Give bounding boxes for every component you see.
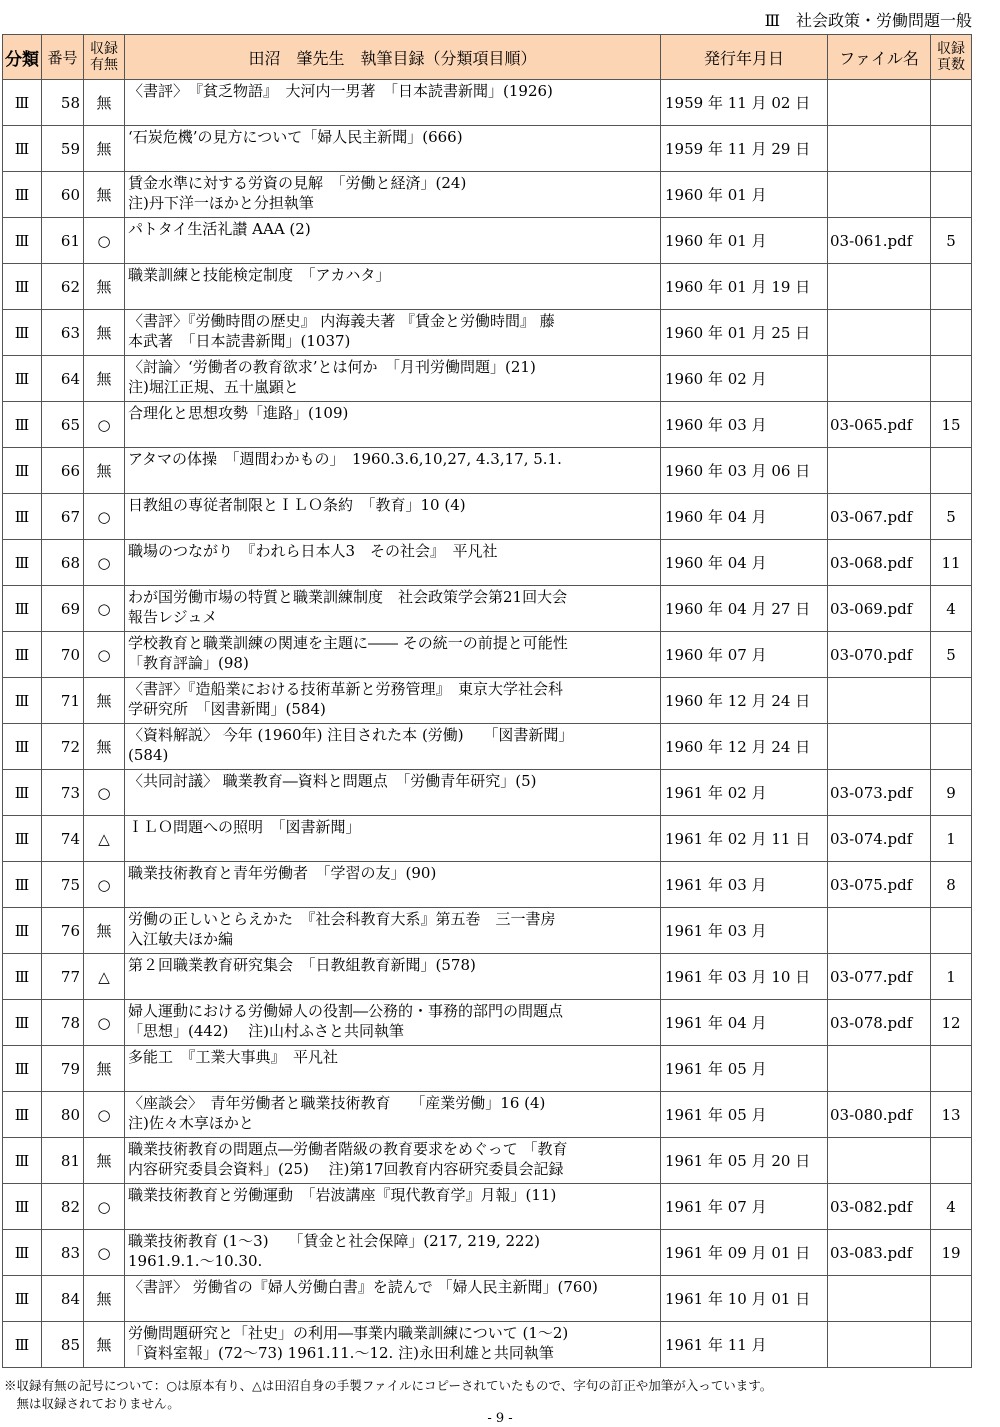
title-cell — [125, 724, 661, 770]
recorded-cell: 無 — [84, 908, 125, 954]
table-row — [3, 540, 972, 586]
title-line: パトタイ生活礼讃 AAA (2) — [128, 220, 311, 238]
date-cell: 1961 年 09 月 01 日 — [661, 1230, 828, 1276]
title-cell — [125, 494, 661, 540]
file-cell — [828, 1046, 931, 1092]
title-line: アタマの体操 「週間わかもの」 1960.3.6,10,27, 4.3,17, 5.1. — [128, 450, 562, 468]
title-cell — [125, 908, 661, 954]
table-row — [3, 1000, 972, 1046]
number-cell: 62 — [42, 264, 84, 310]
date-cell: 1960 年 01 月 19 日 — [661, 264, 828, 310]
date-cell: 1960 年 01 月 — [661, 172, 828, 218]
number-cell: 63 — [42, 310, 84, 356]
pages-cell: 19 — [931, 1230, 972, 1276]
number-cell: 72 — [42, 724, 84, 770]
header-title: 田沼 肇先生 執筆目録（分類項目順） — [125, 35, 661, 80]
date-cell: 1960 年 01 月 25 日 — [661, 310, 828, 356]
title-line: 〈書評〉『造船業における技術革新と労務管理』 東京大学社会科 — [128, 680, 564, 698]
table-row — [3, 724, 972, 770]
table-row — [3, 1322, 972, 1368]
title-line: 本武著 「日本読書新聞」(1037) — [128, 332, 351, 350]
date-cell: 1960 年 12 月 24 日 — [661, 724, 828, 770]
category-cell: Ⅲ — [3, 1046, 42, 1092]
table-row — [3, 908, 972, 954]
date-cell: 1960 年 07 月 — [661, 632, 828, 678]
recorded-cell: ○ — [84, 586, 125, 632]
file-cell: 03-083.pdf — [828, 1230, 931, 1276]
title-cell — [125, 1000, 661, 1046]
file-cell — [828, 264, 931, 310]
footnote-line-1: ※収録有無の記号について：○は原本有り、△は田沼自身の手製ファイルにコピーされていたもので、字句の訂正や加筆が入っています。 — [4, 1378, 773, 1393]
title-line: わが国労働市場の特質と職業訓練制度 社会政策学会第21回大会 — [128, 588, 568, 606]
file-cell — [828, 172, 931, 218]
title-line: 職業訓練と技能検定制度 「アカハタ」 — [128, 266, 391, 284]
pages-cell: 1 — [931, 954, 972, 1000]
file-cell: 03-069.pdf — [828, 586, 931, 632]
file-cell — [828, 126, 931, 172]
pages-cell — [931, 172, 972, 218]
recorded-cell: ○ — [84, 1184, 125, 1230]
pages-cell — [931, 126, 972, 172]
title-line: ＩＬＯ問題への照明 「図書新聞」 — [128, 818, 361, 836]
title-cell — [125, 1184, 661, 1230]
title-line: 入江敏夫ほか編 — [128, 930, 234, 948]
pages-cell: 5 — [931, 218, 972, 264]
number-cell: 77 — [42, 954, 84, 1000]
table-row — [3, 862, 972, 908]
title-cell — [125, 1046, 661, 1092]
number-cell: 80 — [42, 1092, 84, 1138]
header-pages-line1: 収録 — [937, 41, 965, 57]
title-cell — [125, 816, 661, 862]
pages-cell: 11 — [931, 540, 972, 586]
table-row — [3, 678, 972, 724]
file-cell: 03-067.pdf — [828, 494, 931, 540]
file-cell — [828, 1322, 931, 1368]
recorded-cell: 無 — [84, 356, 125, 402]
title-cell — [125, 1138, 661, 1184]
category-cell: Ⅲ — [3, 816, 42, 862]
file-cell: 03-077.pdf — [828, 954, 931, 1000]
category-cell: Ⅲ — [3, 724, 42, 770]
pages-cell — [931, 356, 972, 402]
title-line: 学校教育と職業訓練の関連を主題に―― その統一の前提と可能性 — [128, 634, 568, 652]
title-line: 注)丹下洋一ほかと分担執筆 — [128, 194, 314, 212]
header-pages-line2: 頁数 — [937, 57, 965, 73]
date-cell: 1960 年 03 月 06 日 — [661, 448, 828, 494]
file-cell — [828, 1276, 931, 1322]
date-cell: 1961 年 05 月 — [661, 1046, 828, 1092]
title-cell — [125, 770, 661, 816]
file-cell — [828, 80, 931, 126]
header-number: 番号 — [42, 35, 84, 80]
pages-cell — [931, 80, 972, 126]
file-cell: 03-070.pdf — [828, 632, 931, 678]
title-line: 職業技術教育 (1～3) 「賃金と社会保障」(217, 219, 222) — [128, 1232, 540, 1250]
date-cell: 1961 年 03 月 — [661, 908, 828, 954]
header-pages — [931, 35, 972, 80]
date-cell: 1960 年 03 月 — [661, 402, 828, 448]
category-cell: Ⅲ — [3, 402, 42, 448]
number-cell: 82 — [42, 1184, 84, 1230]
recorded-cell: ○ — [84, 402, 125, 448]
title-cell — [125, 1276, 661, 1322]
number-cell: 67 — [42, 494, 84, 540]
title-line: 〈書評〉『労働時間の歴史』 内海義夫著 『賃金と労働時間』 藤 — [128, 312, 555, 330]
table-row — [3, 264, 972, 310]
number-cell: 64 — [42, 356, 84, 402]
title-cell — [125, 402, 661, 448]
title-cell — [125, 954, 661, 1000]
recorded-cell: 無 — [84, 1046, 125, 1092]
category-cell: Ⅲ — [3, 448, 42, 494]
number-cell: 65 — [42, 402, 84, 448]
title-line: 〈討論〉‘労働者の教育欲求’とは何か 「月刊労働問題」(21) — [128, 358, 536, 376]
title-cell — [125, 1092, 661, 1138]
file-cell: 03-074.pdf — [828, 816, 931, 862]
date-cell: 1961 年 07 月 — [661, 1184, 828, 1230]
recorded-cell: ○ — [84, 494, 125, 540]
date-cell: 1960 年 01 月 — [661, 218, 828, 264]
recorded-cell: ○ — [84, 1092, 125, 1138]
number-cell: 58 — [42, 80, 84, 126]
header-category: 分類 — [3, 35, 42, 80]
category-cell: Ⅲ — [3, 678, 42, 724]
table-row — [3, 448, 972, 494]
recorded-cell: 無 — [84, 264, 125, 310]
number-cell: 78 — [42, 1000, 84, 1046]
recorded-cell: ○ — [84, 1000, 125, 1046]
table-row — [3, 770, 972, 816]
date-cell: 1960 年 12 月 24 日 — [661, 678, 828, 724]
title-cell — [125, 80, 661, 126]
title-line: 「教育評論」(98) — [128, 654, 249, 672]
table-header-row — [3, 35, 972, 80]
date-cell: 1961 年 03 月 — [661, 862, 828, 908]
title-cell — [125, 678, 661, 724]
title-line: 日教組の専従者制限とＩＬＯ条約 「教育」10 (4) — [128, 496, 466, 514]
file-cell: 03-073.pdf — [828, 770, 931, 816]
pages-cell — [931, 1276, 972, 1322]
file-cell: 03-080.pdf — [828, 1092, 931, 1138]
file-cell: 03-082.pdf — [828, 1184, 931, 1230]
category-cell: Ⅲ — [3, 1000, 42, 1046]
recorded-cell: 無 — [84, 126, 125, 172]
pages-cell: 8 — [931, 862, 972, 908]
number-cell: 83 — [42, 1230, 84, 1276]
category-cell: Ⅲ — [3, 264, 42, 310]
pages-cell: 13 — [931, 1092, 972, 1138]
category-cell: Ⅲ — [3, 494, 42, 540]
number-cell: 59 — [42, 126, 84, 172]
category-cell: Ⅲ — [3, 770, 42, 816]
title-cell — [125, 586, 661, 632]
table-row — [3, 632, 972, 678]
pages-cell — [931, 908, 972, 954]
category-cell: Ⅲ — [3, 1092, 42, 1138]
file-cell: 03-068.pdf — [828, 540, 931, 586]
pages-cell — [931, 1322, 972, 1368]
title-line: 職業技術教育と労働運動 「岩波講座『現代教育学』月報」(11) — [128, 1186, 557, 1204]
title-line: 〈座談会〉 青年労働者と職業技術教育 「産業労働」16 (4) — [128, 1094, 546, 1112]
number-cell: 85 — [42, 1322, 84, 1368]
date-cell: 1959 年 11 月 02 日 — [661, 80, 828, 126]
header-date: 発行年月日 — [661, 35, 828, 80]
recorded-cell: ○ — [84, 1230, 125, 1276]
recorded-cell: ○ — [84, 218, 125, 264]
file-cell — [828, 356, 931, 402]
category-cell: Ⅲ — [3, 540, 42, 586]
number-cell: 76 — [42, 908, 84, 954]
table-row — [3, 1230, 972, 1276]
number-cell: 66 — [42, 448, 84, 494]
file-cell — [828, 678, 931, 724]
number-cell: 61 — [42, 218, 84, 264]
number-cell: 60 — [42, 172, 84, 218]
category-cell: Ⅲ — [3, 80, 42, 126]
table-row — [3, 1046, 972, 1092]
title-cell — [125, 1230, 661, 1276]
title-line: 報告レジュメ — [128, 608, 218, 626]
table-row — [3, 1138, 972, 1184]
table-row — [3, 310, 972, 356]
recorded-cell: 無 — [84, 678, 125, 724]
recorded-cell: 無 — [84, 448, 125, 494]
number-cell: 70 — [42, 632, 84, 678]
pages-cell: 5 — [931, 632, 972, 678]
pages-cell — [931, 1046, 972, 1092]
category-cell: Ⅲ — [3, 908, 42, 954]
category-cell: Ⅲ — [3, 954, 42, 1000]
pages-cell: 15 — [931, 402, 972, 448]
number-cell: 79 — [42, 1046, 84, 1092]
category-cell: Ⅲ — [3, 1230, 42, 1276]
header-recorded-line2: 有無 — [90, 57, 118, 73]
category-cell: Ⅲ — [3, 172, 42, 218]
header-file: ファイル名 — [828, 35, 931, 80]
recorded-cell: ○ — [84, 862, 125, 908]
file-cell: 03-065.pdf — [828, 402, 931, 448]
date-cell: 1961 年 03 月 10 日 — [661, 954, 828, 1000]
category-cell: Ⅲ — [3, 862, 42, 908]
table-row — [3, 586, 972, 632]
date-cell: 1960 年 04 月 — [661, 540, 828, 586]
table-row — [3, 218, 972, 264]
date-cell: 1961 年 10 月 01 日 — [661, 1276, 828, 1322]
number-cell: 73 — [42, 770, 84, 816]
recorded-cell: ○ — [84, 632, 125, 678]
pages-cell: 9 — [931, 770, 972, 816]
title-line: 多能工 『工業大事典』 平凡社 — [128, 1048, 339, 1066]
date-cell: 1961 年 05 月 20 日 — [661, 1138, 828, 1184]
title-cell — [125, 632, 661, 678]
title-line: 職場のつながり 『われら日本人3 その社会』 平凡社 — [128, 542, 498, 560]
file-cell — [828, 724, 931, 770]
number-cell: 74 — [42, 816, 84, 862]
recorded-cell: 無 — [84, 310, 125, 356]
table-row — [3, 954, 972, 1000]
section-title: Ⅲ 社会政策・労働問題一般 — [764, 11, 972, 30]
recorded-cell: 無 — [84, 1276, 125, 1322]
title-line: 職業技術教育の問題点―労働者階級の教育要求をめぐって 「教育 — [128, 1140, 568, 1158]
recorded-cell: ○ — [84, 540, 125, 586]
title-line: 労働の正しいとらえかた 『社会科教育大系』第五巻 三一書房 — [128, 910, 556, 928]
category-cell: Ⅲ — [3, 310, 42, 356]
pages-cell: 4 — [931, 586, 972, 632]
category-cell: Ⅲ — [3, 632, 42, 678]
category-cell: Ⅲ — [3, 1276, 42, 1322]
recorded-cell: ○ — [84, 770, 125, 816]
file-cell — [828, 1138, 931, 1184]
number-cell: 69 — [42, 586, 84, 632]
file-cell — [828, 310, 931, 356]
category-cell: Ⅲ — [3, 586, 42, 632]
file-cell — [828, 448, 931, 494]
title-line: 第２回職業教育研究集会 「日教組教育新聞」(578) — [128, 956, 476, 974]
table-row — [3, 1276, 972, 1322]
pages-cell — [931, 310, 972, 356]
date-cell: 1961 年 05 月 — [661, 1092, 828, 1138]
page-number: - 9 - — [487, 1411, 513, 1426]
number-cell: 84 — [42, 1276, 84, 1322]
title-line: 職業技術教育と青年労働者 「学習の友」(90) — [128, 864, 437, 882]
title-line: 〈書評〉 『貧乏物語』 大河内一男著 「日本読書新聞」(1926) — [128, 82, 553, 100]
pages-cell — [931, 1138, 972, 1184]
title-line: 注)堀江正規、五十嵐顕と — [128, 378, 299, 396]
title-line: 学研究所 「図書新聞」(584) — [128, 700, 326, 718]
file-cell — [828, 908, 931, 954]
title-cell — [125, 1322, 661, 1368]
title-line: 「思想」(442) 注)山村ふさと共同執筆 — [128, 1022, 404, 1040]
pages-cell — [931, 264, 972, 310]
recorded-cell: 無 — [84, 172, 125, 218]
recorded-cell: 無 — [84, 1138, 125, 1184]
number-cell: 81 — [42, 1138, 84, 1184]
title-cell — [125, 862, 661, 908]
title-cell — [125, 264, 661, 310]
footnote — [4, 1377, 772, 1413]
pages-cell — [931, 724, 972, 770]
date-cell: 1961 年 02 月 — [661, 770, 828, 816]
table-row — [3, 1184, 972, 1230]
table-row — [3, 356, 972, 402]
title-cell — [125, 356, 661, 402]
pages-cell: 12 — [931, 1000, 972, 1046]
pages-cell — [931, 678, 972, 724]
title-cell — [125, 540, 661, 586]
number-cell: 75 — [42, 862, 84, 908]
title-line: 労働問題研究と「社史」の利用―事業内職業訓練について (1～2) — [128, 1324, 569, 1342]
title-line: (584) — [128, 746, 169, 764]
header-recorded — [84, 35, 125, 80]
category-cell: Ⅲ — [3, 1184, 42, 1230]
table-row — [3, 80, 972, 126]
title-line: 婦人運動における労働婦人の役割―公務的・事務的部門の問題点 — [128, 1002, 564, 1020]
table-row — [3, 402, 972, 448]
category-cell: Ⅲ — [3, 1322, 42, 1368]
number-cell: 71 — [42, 678, 84, 724]
title-cell — [125, 218, 661, 264]
title-cell — [125, 126, 661, 172]
pages-cell: 5 — [931, 494, 972, 540]
date-cell: 1960 年 04 月 27 日 — [661, 586, 828, 632]
recorded-cell: 無 — [84, 80, 125, 126]
title-line: 注)佐々木享ほかと — [128, 1114, 254, 1132]
date-cell: 1961 年 02 月 11 日 — [661, 816, 828, 862]
title-cell — [125, 310, 661, 356]
title-line: 合理化と思想攻勢「進路」(109) — [128, 404, 349, 422]
pages-cell: 4 — [931, 1184, 972, 1230]
table-row — [3, 126, 972, 172]
table-row — [3, 172, 972, 218]
category-cell: Ⅲ — [3, 126, 42, 172]
date-cell: 1960 年 04 月 — [661, 494, 828, 540]
title-line: 賃金水準に対する労資の見解 「労働と経済」(24) — [128, 174, 467, 192]
table-row — [3, 816, 972, 862]
title-line: 〈書評〉 労働省の『婦人労働白書』を読んで 「婦人民主新聞」(760) — [128, 1278, 598, 1296]
title-cell — [125, 448, 661, 494]
title-line: 〈共同討議〉 職業教育―資料と問題点 「労働青年研究」(5) — [128, 772, 537, 790]
category-cell: Ⅲ — [3, 1138, 42, 1184]
title-line: 「資料室報」(72～73) 1961.11.～12. 注)永田利雄と共同執筆 — [128, 1344, 554, 1362]
date-cell: 1961 年 04 月 — [661, 1000, 828, 1046]
category-cell: Ⅲ — [3, 218, 42, 264]
file-cell: 03-061.pdf — [828, 218, 931, 264]
title-line: 内容研究委員会資料」(25) 注)第17回教育内容研究委員会記録 — [128, 1160, 564, 1178]
date-cell: 1960 年 02 月 — [661, 356, 828, 402]
table-row — [3, 494, 972, 540]
file-cell: 03-075.pdf — [828, 862, 931, 908]
recorded-cell: △ — [84, 816, 125, 862]
recorded-cell: △ — [84, 954, 125, 1000]
title-line: 1961.9.1.～10.30. — [128, 1252, 263, 1270]
file-cell: 03-078.pdf — [828, 1000, 931, 1046]
date-cell: 1961 年 11 月 — [661, 1322, 828, 1368]
title-line: ‘石炭危機’の見方について「婦人民主新聞」(666) — [128, 128, 463, 146]
table-row — [3, 1092, 972, 1138]
footnote-line-2: 無は収録されておりません。 — [4, 1396, 180, 1411]
date-cell: 1959 年 11 月 29 日 — [661, 126, 828, 172]
recorded-cell: 無 — [84, 1322, 125, 1368]
header-recorded-line1: 収録 — [90, 41, 118, 57]
recorded-cell: 無 — [84, 724, 125, 770]
pages-cell: 1 — [931, 816, 972, 862]
number-cell: 68 — [42, 540, 84, 586]
category-cell: Ⅲ — [3, 356, 42, 402]
title-cell — [125, 172, 661, 218]
bibliography-table — [2, 34, 972, 1368]
pages-cell — [931, 448, 972, 494]
title-line: 〈資料解説〉 今年 (1960年) 注目された本 (労働) 「図書新聞」 — [128, 726, 574, 744]
